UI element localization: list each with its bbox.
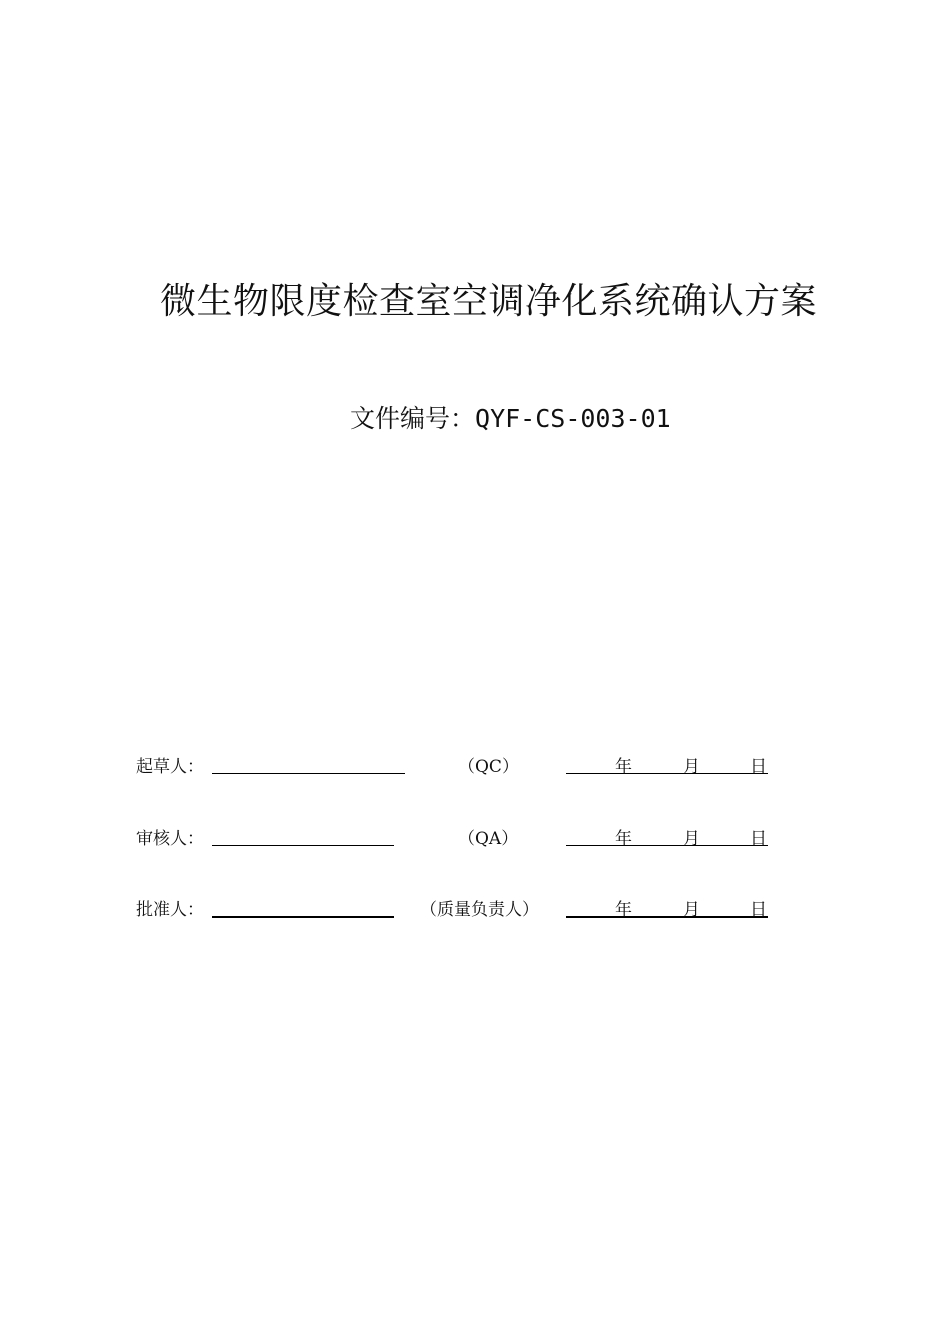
reviewer-label: 审核人： [136,829,204,849]
reviewer-role: （QA） [458,829,519,849]
document-title: 微生物限度检查室空调净化系统确认方案 [160,281,818,322]
drafter-day-label: 日 [750,757,767,777]
drafter-signature-field[interactable] [212,773,405,774]
document-number-value: QYF-CS-003-01 [475,404,671,433]
approver-year-label: 年 [615,900,632,920]
signature-row-drafter [0,752,950,782]
drafter-year-label: 年 [615,757,632,777]
document-number-label: 文件编号： [350,404,476,433]
drafter-month-label: 月 [683,757,700,777]
document-number [350,399,671,435]
approver-signature-field[interactable] [212,916,394,918]
reviewer-day-label: 日 [750,829,767,849]
drafter-role: （QC） [458,757,519,777]
approver-day-label: 日 [750,900,767,920]
reviewer-date-field[interactable] [566,845,768,846]
signature-row-reviewer [0,824,950,854]
drafter-label: 起草人： [136,757,204,777]
approver-label: 批准人： [136,900,204,920]
reviewer-year-label: 年 [615,829,632,849]
reviewer-signature-field[interactable] [212,845,394,846]
approver-date-field[interactable] [566,916,768,918]
approver-role: （质量负责人） [420,900,539,920]
signature-row-approver [0,895,950,925]
approver-month-label: 月 [683,900,700,920]
drafter-date-field[interactable] [566,773,768,774]
reviewer-month-label: 月 [683,829,700,849]
